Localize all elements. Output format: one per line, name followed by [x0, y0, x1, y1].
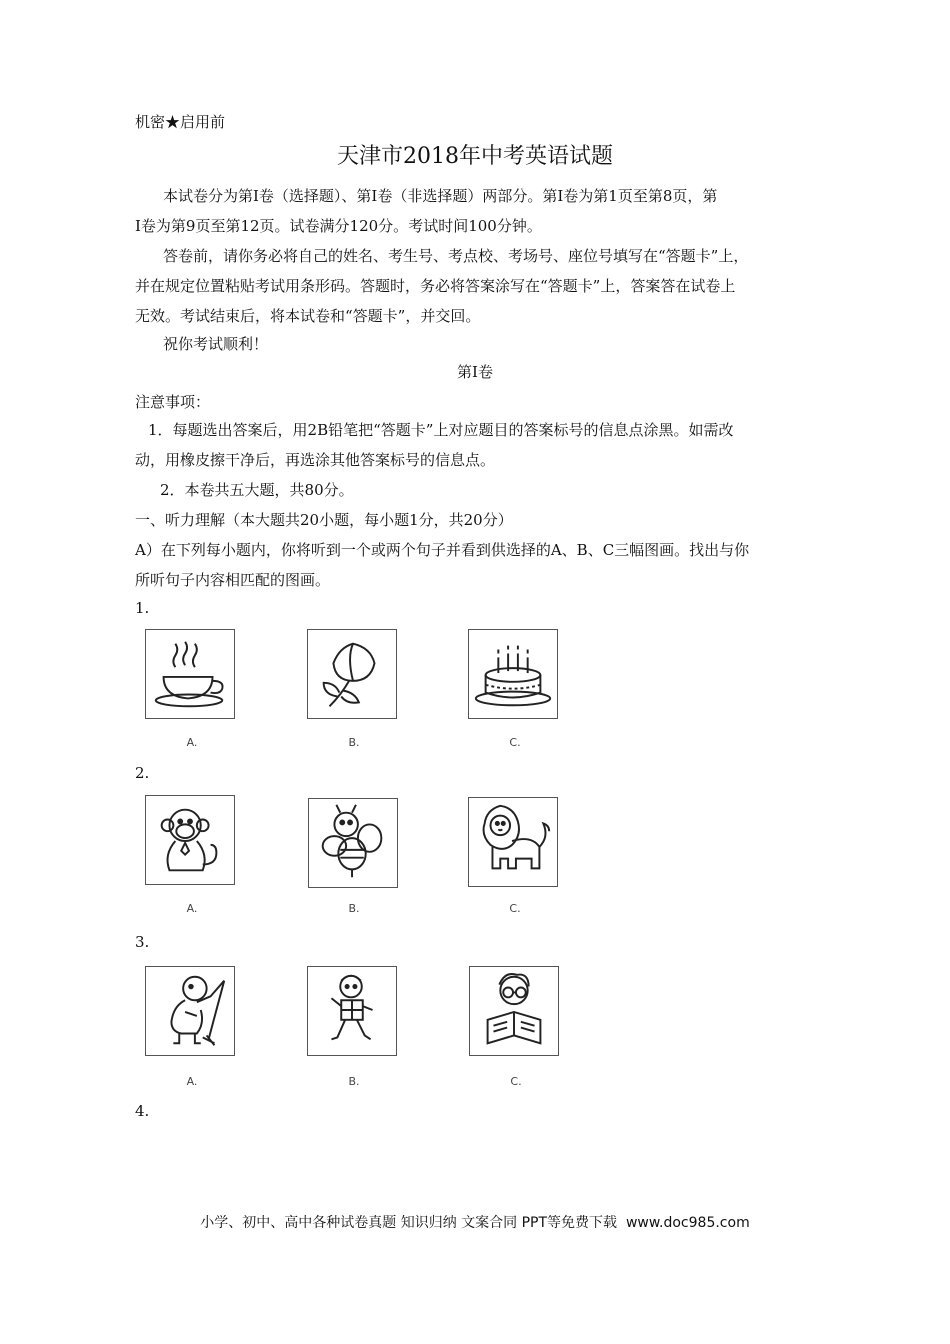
- option-label: B.: [348, 1075, 360, 1088]
- bee-icon: [309, 799, 397, 887]
- boy-sweeping-picture[interactable]: [145, 966, 235, 1056]
- boy-reading-icon: [470, 967, 558, 1055]
- option-label: A.: [186, 1075, 198, 1088]
- lion-icon: [469, 798, 557, 886]
- option-label: A.: [186, 736, 198, 749]
- coffee-cup-picture[interactable]: [145, 629, 235, 719]
- option-label: B.: [348, 902, 360, 915]
- part-heading: 一、听力理解（本大题共20小题，每小题1分，共20分）: [135, 511, 513, 529]
- question-number: 4.: [135, 1102, 150, 1120]
- option-label: C.: [509, 736, 521, 749]
- notice-heading: 注意事项：: [135, 393, 211, 411]
- monkey-icon: [146, 796, 234, 884]
- notice-item: 2．本卷共五大题，共80分。: [160, 481, 354, 499]
- good-luck-line: 祝你考试顺利！: [163, 335, 269, 353]
- boy-with-gift-icon: [308, 967, 396, 1055]
- birthday-cake-icon: [469, 630, 557, 718]
- option-label: C.: [509, 902, 521, 915]
- option-label: A.: [186, 902, 198, 915]
- instructions-line: 并在规定位置粘贴考试用条形码。答题时，务必将答案涂写在“答题卡”上，答案答在试卷上: [135, 277, 736, 295]
- birthday-cake-picture[interactable]: [468, 629, 558, 719]
- question-number: 1.: [135, 599, 150, 617]
- bee-picture[interactable]: [308, 798, 398, 888]
- boy-with-gift-picture[interactable]: [307, 966, 397, 1056]
- instructions-line: 无效。考试结束后，将本试卷和“答题卡”，并交回。: [135, 307, 481, 325]
- part-a-instruction: A）在下列每小题内，你将听到一个或两个句子并看到供选择的A、B、C三幅图画。找出与你: [135, 541, 750, 559]
- question-number: 3.: [135, 933, 150, 951]
- footer-text: 小学、初中、高中各种试卷真题 知识归纳 文案合同 PPT等免费下载: [200, 1215, 618, 1231]
- intro-paragraph-line: 本试卷分为第Ⅰ卷（选择题）、第Ⅰ卷（非选择题）两部分。第Ⅰ卷为第1页至第8页，第: [163, 187, 718, 205]
- footer-link[interactable]: www.doc985.com: [625, 1215, 750, 1231]
- notice-item: 1．每题选出答案后，用2B铅笔把“答题卡”上对应题目的答案标号的信息点涂黑。如需改: [148, 421, 734, 439]
- question-number: 2.: [135, 764, 150, 782]
- document-title: 天津市2018年中考英语试题: [337, 144, 613, 169]
- notice-item: 动，用橡皮擦干净后，再选涂其他答案标号的信息点。: [135, 451, 496, 469]
- instructions-line: 答卷前，请你务必将自己的姓名、考生号、考点校、考场号、座位号填写在“答题卡”上，: [163, 247, 749, 265]
- coffee-cup-icon: [146, 630, 234, 718]
- part-a-instruction: 所听句子内容相匹配的图画。: [135, 571, 331, 589]
- option-label: C.: [510, 1075, 522, 1088]
- intro-paragraph-line: Ⅰ卷为第9页至第12页。试卷满分120分。考试时间100分钟。: [135, 217, 542, 235]
- option-label: B.: [348, 736, 360, 749]
- flower-icon: [308, 630, 396, 718]
- boy-reading-picture[interactable]: [469, 966, 559, 1056]
- flower-picture[interactable]: [307, 629, 397, 719]
- monkey-picture[interactable]: [145, 795, 235, 885]
- confidential-mark: 机密★启用前: [135, 113, 226, 131]
- page-footer: [0, 1212, 950, 1232]
- lion-picture[interactable]: [468, 797, 558, 887]
- volume-heading: 第Ⅰ卷: [457, 363, 493, 381]
- boy-sweeping-icon: [146, 967, 234, 1055]
